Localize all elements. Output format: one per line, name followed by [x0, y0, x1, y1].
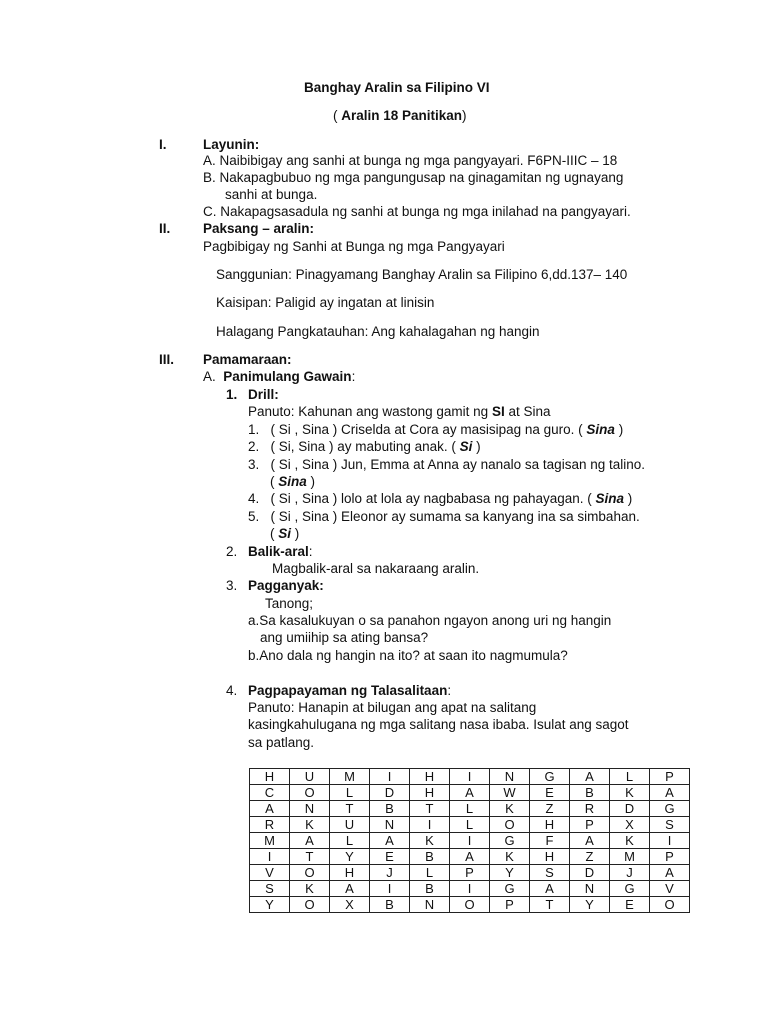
grid-cell[interactable]: A: [530, 881, 570, 897]
talasalitaan-instructions-3: sa patlang.: [248, 735, 315, 750]
grid-cell[interactable]: T: [530, 897, 570, 913]
grid-cell[interactable]: P: [490, 897, 530, 913]
drill-item-num: 1.: [248, 422, 260, 437]
drill-item-3: [248, 456, 645, 473]
grid-cell[interactable]: O: [650, 897, 690, 913]
reference: Sanggunian: Pinagyamang Banghay Aralin sa Filipino 6,dd.137– 140: [216, 267, 628, 282]
drill-item-close: ): [291, 526, 300, 541]
grid-row: [250, 897, 690, 913]
pagganyak-question-a: a.Sa kasalukuyan o sa panahon ngayon anong uri ng hangin: [248, 613, 612, 628]
grid-cell[interactable]: E: [530, 785, 570, 801]
grid-cell[interactable]: X: [610, 817, 650, 833]
grid-cell[interactable]: I: [450, 881, 490, 897]
grid-cell[interactable]: V: [650, 881, 690, 897]
objective-b: B. Nakapagbubuo ng mga pangungusap na ginagamitan ng ugnayang: [203, 170, 624, 185]
grid-cell[interactable]: H: [410, 769, 450, 785]
part-a-letter: A.: [203, 369, 216, 384]
grid-cell[interactable]: N: [370, 817, 410, 833]
grid-cell[interactable]: Y: [330, 849, 370, 865]
section1-number: I.: [159, 137, 167, 152]
grid-cell[interactable]: Z: [530, 801, 570, 817]
grid-cell[interactable]: Y: [570, 897, 610, 913]
grid-cell[interactable]: J: [370, 865, 410, 881]
topic: Pagbibigay ng Sanhi at Bunga ng mga Pangyayari: [203, 239, 505, 254]
drill-instr-si: SI: [491, 404, 505, 419]
grid-row: [250, 801, 690, 817]
grid-cell[interactable]: P: [650, 849, 690, 865]
grid-cell[interactable]: G: [650, 801, 690, 817]
objective-a: A. Naibibigay ang sanhi at bunga ng mga pangyayari. F6PN-IIIC – 18: [203, 153, 618, 168]
grid-cell[interactable]: L: [610, 769, 650, 785]
drill-item-5: [248, 508, 640, 525]
subtitle-open: (: [333, 108, 342, 123]
grid-cell[interactable]: K: [290, 881, 330, 897]
grid-cell[interactable]: K: [610, 833, 650, 849]
grid-cell[interactable]: O: [290, 897, 330, 913]
grid-cell[interactable]: O: [490, 817, 530, 833]
grid-cell[interactable]: P: [650, 769, 690, 785]
grid-cell[interactable]: T: [410, 801, 450, 817]
grid-row: [250, 849, 690, 865]
grid-cell[interactable]: P: [450, 865, 490, 881]
drill-item-text: ( Si , Sina ) Criselda at Cora ay masisipag na guro. (: [270, 422, 587, 437]
section3-number: III.: [159, 352, 175, 367]
talasalitaan-colon: :: [447, 683, 452, 698]
talasalitaan-instructions-2: kasingkahulugana ng mga salitang nasa ibaba. Isulat ang sagot: [248, 717, 629, 732]
grid-cell[interactable]: N: [570, 881, 610, 897]
grid-cell[interactable]: A: [650, 865, 690, 881]
drill-number: 1.: [226, 387, 238, 402]
drill-label: Drill:: [248, 387, 279, 402]
grid-row: [250, 817, 690, 833]
drill-item-text: ( Si, Sina ) ay mabuting anak. (: [270, 439, 460, 454]
grid-cell[interactable]: A: [290, 833, 330, 849]
talasalitaan-heading: [248, 682, 451, 699]
drill-item-answer: Sina: [278, 474, 307, 489]
grid-cell[interactable]: L: [450, 817, 490, 833]
grid-cell[interactable]: B: [370, 897, 410, 913]
grid-cell[interactable]: N: [290, 801, 330, 817]
grid-cell[interactable]: O: [290, 785, 330, 801]
grid-cell[interactable]: B: [570, 785, 610, 801]
drill-item-close: ): [306, 474, 316, 489]
grid-cell[interactable]: H: [530, 849, 570, 865]
grid-cell[interactable]: C: [250, 785, 290, 801]
grid-cell[interactable]: G: [490, 833, 530, 849]
grid-cell[interactable]: L: [410, 865, 450, 881]
subtitle-close: ): [462, 108, 467, 123]
part-a-colon: :: [351, 369, 356, 384]
grid-cell[interactable]: I: [250, 849, 290, 865]
grid-cell[interactable]: H: [250, 769, 290, 785]
grid-cell[interactable]: G: [530, 769, 570, 785]
section2-heading: Paksang – aralin:: [203, 221, 315, 236]
grid-cell[interactable]: L: [450, 801, 490, 817]
grid-row: [250, 833, 690, 849]
talasalitaan-label: Pagpapayaman ng Talasalitaan: [248, 683, 448, 698]
grid-cell[interactable]: M: [250, 833, 290, 849]
objective-c: C. Nakapagsasadula ng sanhi at bunga ng mga inilahad na pangyayari.: [203, 204, 631, 219]
drill-item-open: (: [270, 526, 279, 541]
grid-cell[interactable]: O: [450, 897, 490, 913]
objective-b-cont: sanhi at bunga.: [225, 187, 318, 202]
kaisipan: Kaisipan: Paligid ay ingatan at linisin: [216, 295, 435, 310]
grid-cell[interactable]: T: [290, 849, 330, 865]
balik-aral-colon: :: [308, 544, 313, 559]
grid-cell[interactable]: L: [330, 833, 370, 849]
grid-cell[interactable]: I: [370, 769, 410, 785]
pagganyak-tanong: Tanong;: [265, 596, 314, 611]
grid-cell[interactable]: B: [410, 881, 450, 897]
grid-cell[interactable]: D: [610, 801, 650, 817]
drill-item-2: [248, 438, 481, 455]
drill-item-text: ( Si , Sina ) Jun, Emma at Anna ay nanalo sa tagisan ng talino.: [270, 457, 645, 472]
grid-cell[interactable]: E: [610, 897, 650, 913]
grid-cell[interactable]: I: [450, 769, 490, 785]
grid-cell[interactable]: U: [290, 769, 330, 785]
grid-cell[interactable]: I: [370, 881, 410, 897]
grid-cell[interactable]: H: [410, 785, 450, 801]
grid-cell[interactable]: A: [250, 801, 290, 817]
grid-cell[interactable]: E: [370, 849, 410, 865]
grid-cell[interactable]: Y: [490, 865, 530, 881]
grid-row: [250, 865, 690, 881]
balik-aral-number: 2.: [226, 544, 238, 559]
section2-number: II.: [159, 221, 171, 236]
grid-cell[interactable]: Z: [570, 849, 610, 865]
grid-cell[interactable]: A: [330, 881, 370, 897]
grid-cell[interactable]: R: [570, 801, 610, 817]
drill-instructions: [248, 403, 550, 420]
talasalitaan-number: 4.: [226, 683, 238, 698]
grid-cell[interactable]: Y: [250, 897, 290, 913]
grid-cell[interactable]: O: [290, 865, 330, 881]
grid-cell[interactable]: L: [330, 785, 370, 801]
pagganyak-number: 3.: [226, 578, 238, 593]
grid-cell[interactable]: K: [290, 817, 330, 833]
page-subtitle: [333, 107, 467, 124]
grid-cell[interactable]: D: [570, 865, 610, 881]
grid-cell[interactable]: A: [370, 833, 410, 849]
grid-cell[interactable]: H: [530, 817, 570, 833]
drill-item-num: 2.: [248, 439, 260, 454]
grid-cell[interactable]: S: [530, 865, 570, 881]
word-search-grid: [249, 768, 690, 913]
drill-item-close: ): [614, 422, 624, 437]
drill-instr-post: at Sina: [504, 404, 551, 419]
grid-cell[interactable]: I: [450, 833, 490, 849]
pagganyak-question-a-cont: ang umiihip sa ating bansa?: [260, 630, 429, 645]
grid-cell[interactable]: A: [570, 769, 610, 785]
grid-cell[interactable]: K: [490, 849, 530, 865]
grid-cell[interactable]: K: [490, 801, 530, 817]
section3-heading: Pamamaraan:: [203, 352, 292, 367]
drill-item-close: ): [624, 491, 633, 506]
balik-aral-heading: [248, 543, 313, 560]
grid-cell[interactable]: V: [250, 865, 290, 881]
pagganyak-question-b: b.Ano dala ng hangin na ito? at saan ito nagmumula?: [248, 648, 568, 663]
halagang-pangkatauhan: Halagang Pangkatauhan: Ang kahalagahan ng hangin: [216, 324, 540, 339]
grid-cell[interactable]: W: [490, 785, 530, 801]
drill-item-text: ( Si , Sina ) Eleonor ay sumama sa kanyang ina sa simbahan.: [270, 509, 640, 524]
drill-item-3-answer-line: [270, 473, 315, 490]
page-title: Banghay Aralin sa Filipino VI: [304, 80, 490, 95]
grid-cell[interactable]: X: [330, 897, 370, 913]
talasalitaan-instructions-1: Panuto: Hanapin at bilugan ang apat na salitang: [248, 700, 537, 715]
drill-item-open: (: [270, 474, 279, 489]
drill-item-5-answer-line: [270, 525, 299, 542]
grid-cell[interactable]: M: [330, 769, 370, 785]
grid-cell[interactable]: P: [570, 817, 610, 833]
pagganyak-label: Pagganyak:: [248, 578, 324, 593]
grid-row: [250, 785, 690, 801]
drill-item-num: 5.: [248, 509, 260, 524]
grid-cell[interactable]: J: [610, 865, 650, 881]
grid-cell[interactable]: G: [490, 881, 530, 897]
grid-cell[interactable]: A: [650, 785, 690, 801]
grid-cell[interactable]: T: [330, 801, 370, 817]
part-a: [203, 368, 355, 385]
grid-cell[interactable]: I: [410, 817, 450, 833]
part-a-label: Panimulang Gawain: [223, 369, 352, 384]
subtitle-lesson: Aralin 18 Panitikan: [341, 108, 463, 123]
grid-cell[interactable]: G: [610, 881, 650, 897]
drill-item-4: [248, 490, 632, 507]
drill-item-answer: Si: [459, 439, 473, 454]
grid-cell[interactable]: F: [530, 833, 570, 849]
drill-item-num: 3.: [248, 457, 260, 472]
grid-cell[interactable]: B: [410, 849, 450, 865]
grid-cell[interactable]: A: [450, 849, 490, 865]
drill-item-1: [248, 421, 623, 438]
balik-aral-label: Balik-aral: [248, 544, 309, 559]
drill-item-answer: Sina: [586, 422, 615, 437]
grid-cell[interactable]: U: [330, 817, 370, 833]
balik-aral-text: Magbalik-aral sa nakaraang aralin.: [272, 561, 480, 576]
drill-item-answer: Sina: [595, 491, 625, 506]
grid-cell[interactable]: S: [650, 817, 690, 833]
grid-cell[interactable]: D: [370, 785, 410, 801]
grid-cell[interactable]: A: [570, 833, 610, 849]
grid-row: [250, 881, 690, 897]
grid-cell[interactable]: N: [410, 897, 450, 913]
grid-cell[interactable]: M: [610, 849, 650, 865]
drill-item-answer: Si: [278, 526, 292, 541]
grid-cell[interactable]: S: [250, 881, 290, 897]
drill-item-text: ( Si , Sina ) lolo at lola ay nagbabasa ng pahayagan. (: [270, 491, 596, 506]
drill-item-close: ): [472, 439, 481, 454]
drill-item-num: 4.: [248, 491, 260, 506]
grid-cell[interactable]: A: [450, 785, 490, 801]
grid-cell[interactable]: I: [650, 833, 690, 849]
grid-row: [250, 769, 690, 785]
grid-cell[interactable]: H: [330, 865, 370, 881]
drill-instr-pre: Panuto: Kahunan ang wastong gamit ng: [248, 404, 492, 419]
grid-cell[interactable]: K: [410, 833, 450, 849]
grid-cell[interactable]: B: [370, 801, 410, 817]
section1-heading: Layunin:: [203, 137, 260, 152]
grid-cell[interactable]: R: [250, 817, 290, 833]
grid-cell[interactable]: N: [490, 769, 530, 785]
grid-cell[interactable]: K: [610, 785, 650, 801]
